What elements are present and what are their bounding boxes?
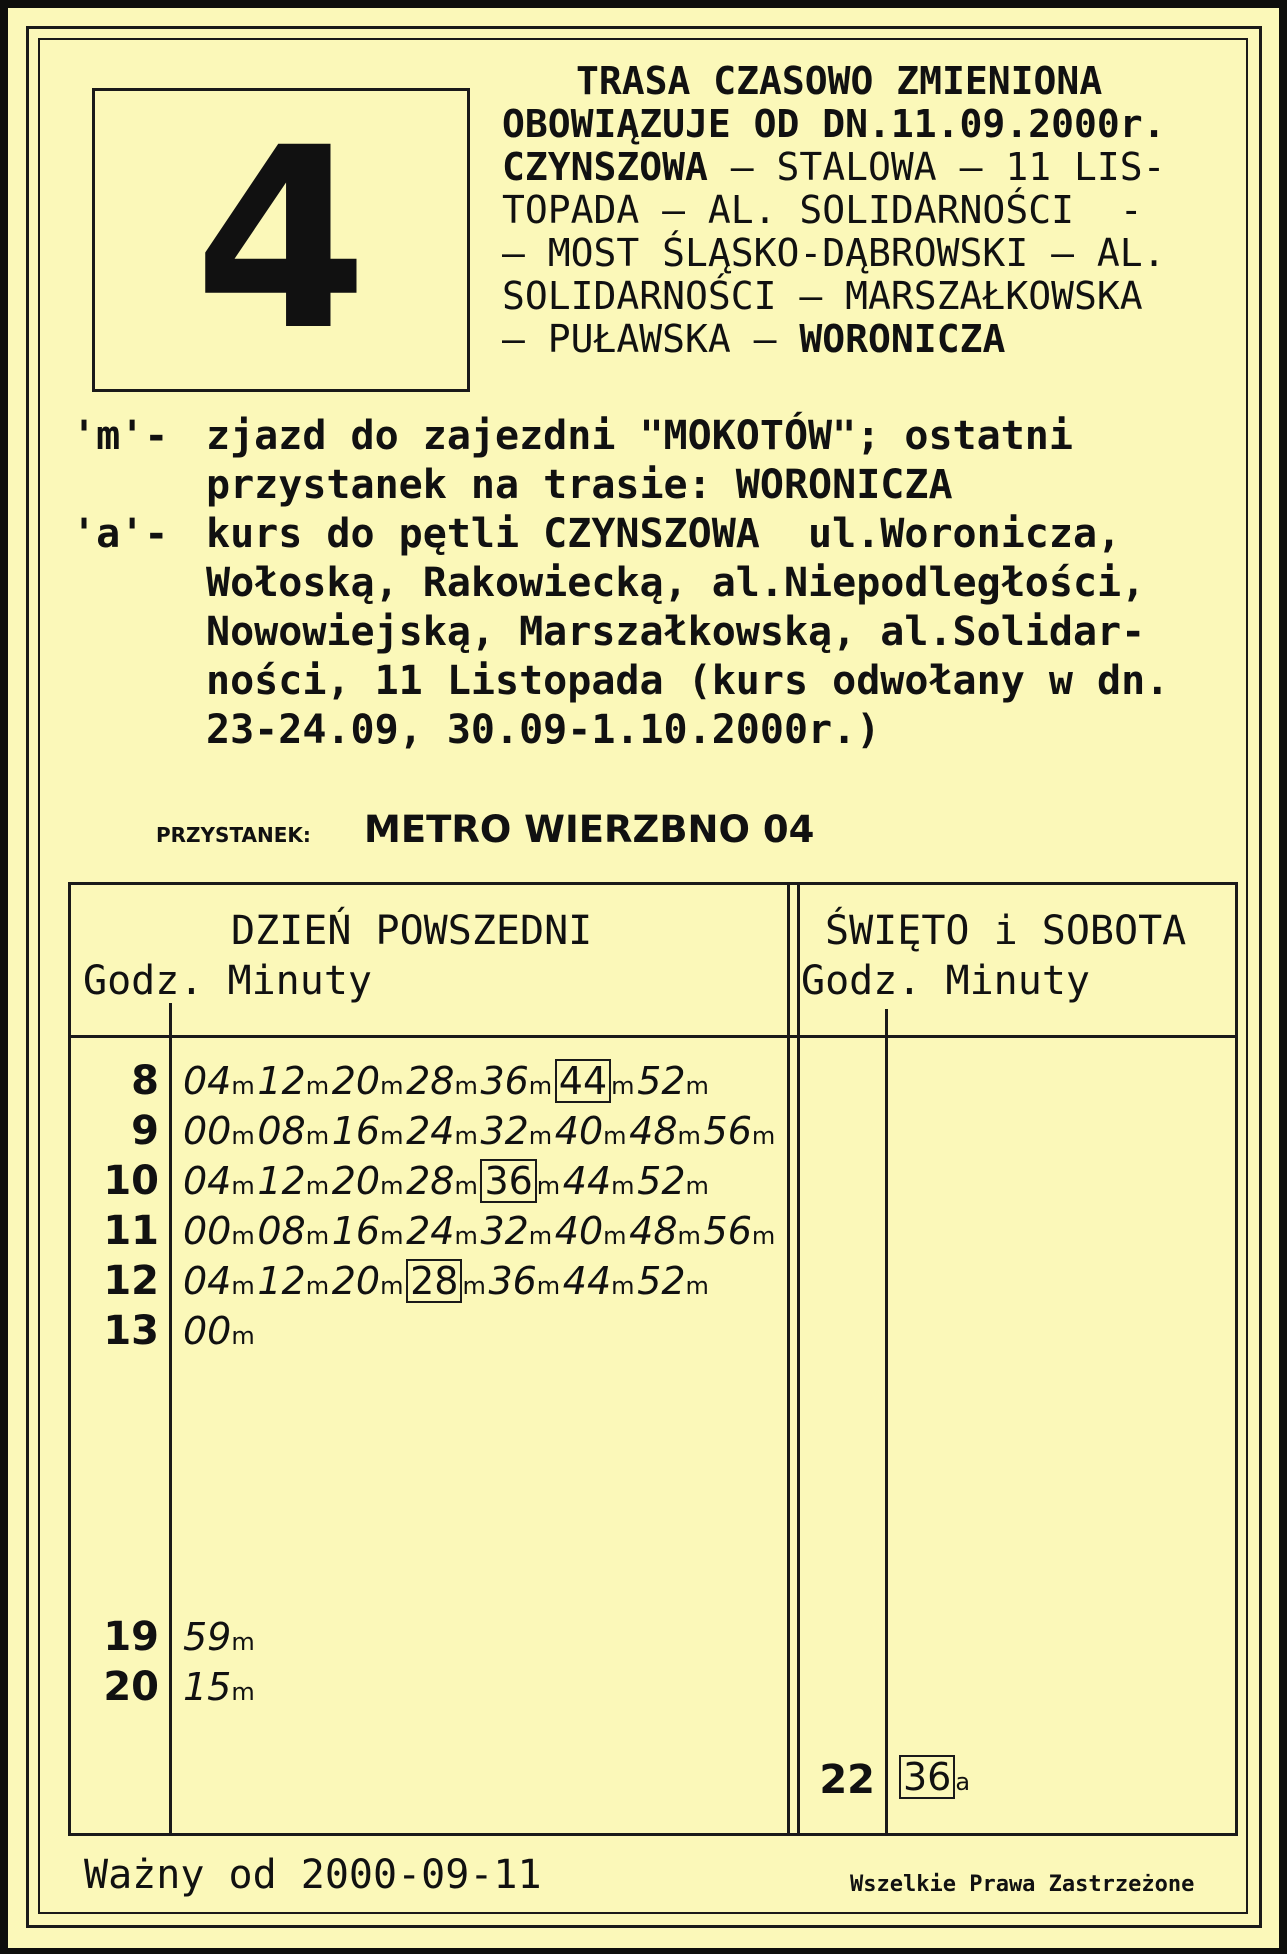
minute-value: 52: [637, 1059, 686, 1103]
minute-value: 52: [637, 1259, 686, 1303]
departure-suffix: m: [685, 1172, 709, 1200]
departure-minute: [183, 1612, 256, 1667]
departure-minute: [406, 1056, 479, 1111]
departure-suffix: m: [685, 1072, 709, 1100]
departure-minute: [704, 1206, 777, 1261]
weekday-hour: 19: [103, 1614, 159, 1660]
stop-label: PRZYSTANEK:: [156, 823, 311, 847]
weekday-minutes: [183, 1662, 257, 1717]
minute-value: 00: [183, 1309, 232, 1353]
departure-suffix: m: [231, 1322, 255, 1350]
departure-minute: [406, 1106, 479, 1161]
minute-value: 08: [257, 1209, 306, 1253]
departure-suffix: m: [305, 1072, 330, 1100]
weekday-minutes: [183, 1106, 778, 1161]
minute-value: 40: [554, 1209, 604, 1253]
departure-minute: [555, 1106, 628, 1161]
departure-minute: [406, 1206, 479, 1261]
weekday-minutes: [183, 1206, 778, 1261]
departure-minute: [488, 1256, 561, 1311]
departure-minute: [332, 1056, 405, 1111]
departure-suffix: m: [603, 1222, 627, 1250]
departure-minute: [555, 1206, 628, 1261]
line-number: 4: [194, 94, 368, 385]
departure-minute: [406, 1156, 479, 1211]
minute-value: 04: [183, 1159, 232, 1203]
minute-value: 24: [406, 1209, 455, 1253]
note-line: kurs do pętli CZYNSZOWA ul.Woronicza,: [206, 511, 1122, 557]
minute-value: 44: [562, 1159, 612, 1203]
departure-suffix: m: [528, 1122, 553, 1150]
minute-value: 20: [331, 1059, 381, 1103]
route-line: – MOST ŚLĄSKO-DĄBROWSKI – AL.: [502, 231, 1166, 275]
departure-suffix: m: [611, 1272, 635, 1300]
route-line: [502, 146, 1242, 189]
departure-minute: [637, 1256, 710, 1311]
departure-suffix: m: [462, 1272, 486, 1300]
departure-minute: [257, 1256, 330, 1311]
note-line: Nowowiejską, Marszałkowską, al.Solidar-: [206, 609, 1146, 655]
minute-value: 32: [480, 1209, 529, 1253]
minute-value: 20: [331, 1159, 381, 1203]
weekday-hour: 8: [131, 1058, 159, 1104]
departure-suffix: m: [231, 1272, 255, 1300]
weekday-hour-line: [169, 1003, 172, 1833]
departure-suffix: m: [380, 1272, 404, 1300]
minute-value: 15: [183, 1665, 232, 1709]
valid-from: Ważny od 2000-09-11: [84, 1852, 542, 1898]
departure-suffix: m: [231, 1678, 255, 1706]
weekend-hour-line: [885, 1009, 888, 1833]
minute-value: 36: [488, 1259, 537, 1303]
weekday-hour: 13: [103, 1308, 159, 1354]
departure-minute: [563, 1156, 636, 1211]
weekday-hour: 9: [131, 1108, 159, 1154]
departure-suffix: m: [454, 1122, 478, 1150]
departure-suffix: m: [685, 1272, 709, 1300]
minute-value: 32: [480, 1109, 529, 1153]
note-line: Wołoską, Rakowiecką, al.Niepodległości,: [206, 560, 1146, 606]
departure-minute: [480, 1056, 553, 1111]
note-line: 23-24.09, 30.09-1.10.2000r.): [206, 707, 881, 753]
departure-minute: [332, 1106, 405, 1161]
note-m: [72, 412, 1242, 510]
departure-minute: [332, 1206, 405, 1261]
weekend-columns: Godz. Minuty: [801, 958, 1090, 1004]
route-line: OBOWIĄZUJE OD DN.11.09.2000r.: [502, 102, 1166, 146]
departure-suffix: m: [751, 1222, 776, 1250]
departure-suffix: m: [380, 1122, 404, 1150]
departure-suffix: m: [305, 1122, 330, 1150]
low-floor-departure: 36: [480, 1159, 536, 1203]
weekday-hour: 11: [103, 1208, 159, 1254]
route-start-stop: CZYNSZOWA: [502, 145, 708, 189]
stop-row: [156, 808, 814, 851]
departure-suffix: m: [231, 1628, 255, 1656]
departure-suffix: m: [305, 1272, 330, 1300]
departure-minute: [480, 1159, 561, 1211]
weekend-title: ŚWIĘTO i SOBOTA: [825, 908, 1187, 954]
departure-suffix: m: [231, 1122, 255, 1150]
note-line: zjazd do zajezdni "MOKOTÓW"; ostatni: [206, 413, 1073, 459]
weekday-hour: 12: [103, 1258, 159, 1304]
rights-notice: Wszelkie Prawa Zastrzeżone: [850, 1872, 1195, 1897]
departure-suffix: m: [528, 1072, 553, 1100]
minute-value: 56: [703, 1109, 752, 1153]
weekday-minutes: [183, 1056, 712, 1111]
departure-suffix: m: [305, 1172, 330, 1200]
minute-value: 16: [331, 1109, 381, 1153]
departure-suffix: m: [751, 1122, 776, 1150]
minute-value: 56: [703, 1209, 752, 1253]
note-line: przystanek na trasie: WORONICZA: [206, 462, 953, 508]
departure-minute: [629, 1206, 702, 1261]
departure-suffix: m: [603, 1122, 627, 1150]
schedule-table: [68, 882, 1238, 1836]
route-line-text: – PUŁAWSKA –: [502, 317, 800, 361]
route-description: [502, 60, 1242, 361]
departure-suffix: m: [611, 1172, 635, 1200]
departure-suffix: m: [380, 1222, 404, 1250]
stop-name: METRO WIERZBNO 04: [364, 808, 815, 851]
departure-suffix: m: [380, 1172, 404, 1200]
minute-value: 40: [554, 1109, 604, 1153]
departure-minute: [183, 1106, 256, 1161]
weekday-title: DZIEŃ POWSZEDNI: [231, 908, 593, 954]
notes: [72, 412, 1242, 755]
minute-value: 44: [562, 1259, 612, 1303]
route-terminus: WORONICZA: [799, 317, 1006, 361]
departure-minute: [637, 1056, 710, 1111]
departure-minute: [183, 1256, 256, 1311]
departure-minute: [183, 1662, 256, 1717]
minute-value: 12: [257, 1259, 306, 1303]
minute-value: 20: [331, 1259, 381, 1303]
departure-minute: [257, 1106, 330, 1161]
departure-suffix: m: [231, 1072, 255, 1100]
departure-suffix: m: [231, 1172, 255, 1200]
weekend-minutes: [899, 1755, 981, 1807]
minute-value: 48: [629, 1209, 678, 1253]
weekday-minutes: [183, 1306, 257, 1361]
table-divider: [787, 885, 800, 1833]
departure-suffix: m: [677, 1122, 701, 1150]
departure-minute: [257, 1156, 330, 1211]
weekday-minutes: [183, 1156, 712, 1211]
departure-suffix: m: [454, 1222, 478, 1250]
low-floor-departure: 36: [899, 1755, 955, 1799]
departure-minute: [637, 1156, 710, 1211]
low-floor-departure: 28: [406, 1259, 462, 1303]
departure-suffix: m: [231, 1222, 255, 1250]
minute-value: 28: [406, 1159, 455, 1203]
departure-minute: [332, 1256, 405, 1311]
timetable-sheet: [8, 8, 1279, 1948]
weekday-minutes: [183, 1612, 257, 1667]
departure-minute: [257, 1056, 330, 1111]
departure-minute: [183, 1056, 256, 1111]
departure-minute: [332, 1156, 405, 1211]
departure-minute: [480, 1106, 553, 1161]
weekday-minutes: [183, 1256, 712, 1311]
minute-value: 00: [183, 1109, 232, 1153]
departure-minute: [899, 1755, 980, 1807]
departure-minute: [406, 1259, 487, 1311]
minute-value: 04: [183, 1059, 232, 1103]
minute-value: 12: [257, 1159, 306, 1203]
route-line: TRASA CZASOWO ZMIENIONA: [576, 59, 1103, 103]
departure-suffix: m: [454, 1172, 478, 1200]
departure-suffix: m: [536, 1172, 561, 1200]
departure-minute: [555, 1059, 636, 1111]
departure-minute: [480, 1206, 553, 1261]
note-a: [72, 510, 1242, 755]
note-key: 'a'-: [72, 511, 169, 557]
departure-suffix: m: [677, 1222, 701, 1250]
departure-suffix: m: [528, 1222, 553, 1250]
minute-value: 04: [183, 1259, 232, 1303]
minute-value: 08: [257, 1109, 306, 1153]
departure-minute: [563, 1256, 636, 1311]
departure-suffix: m: [305, 1222, 330, 1250]
note-key: 'm'-: [72, 413, 169, 459]
route-line: SOLIDARNOŚCI – MARSZAŁKOWSKA: [502, 274, 1143, 318]
departure-minute: [629, 1106, 702, 1161]
header-divider: [71, 1035, 1235, 1038]
route-line-rest: – STALOWA – 11 LIS-: [707, 145, 1166, 189]
minute-value: 16: [331, 1209, 381, 1253]
minute-value: 48: [629, 1109, 678, 1153]
departure-suffix: m: [611, 1072, 635, 1100]
departure-minute: [257, 1206, 330, 1261]
minute-value: 00: [183, 1209, 232, 1253]
minute-value: 24: [406, 1109, 455, 1153]
low-floor-departure: 44: [555, 1059, 611, 1103]
minute-value: 28: [406, 1059, 455, 1103]
departure-minute: [183, 1306, 256, 1361]
weekday-hour: 10: [103, 1158, 159, 1204]
route-line: TOPADA – AL. SOLIDARNOŚCI -: [502, 188, 1143, 232]
route-line: [502, 318, 1242, 361]
departure-minute: [183, 1156, 256, 1211]
departure-suffix: m: [380, 1072, 404, 1100]
minute-value: 59: [183, 1615, 232, 1659]
minute-value: 12: [257, 1059, 306, 1103]
weekday-hour: 20: [103, 1664, 159, 1710]
departure-minute: [704, 1106, 777, 1161]
minute-value: 52: [637, 1159, 686, 1203]
minute-value: 36: [480, 1059, 529, 1103]
weekend-hour: 22: [819, 1757, 875, 1803]
departure-suffix: a: [955, 1768, 971, 1796]
weekday-columns: Godz. Minuty: [83, 958, 372, 1004]
line-number-box: [92, 88, 470, 392]
departure-suffix: m: [536, 1272, 561, 1300]
departure-suffix: m: [454, 1072, 478, 1100]
note-line: ności, 11 Listopada (kurs odwołany w dn.: [206, 658, 1170, 704]
departure-minute: [183, 1206, 256, 1261]
